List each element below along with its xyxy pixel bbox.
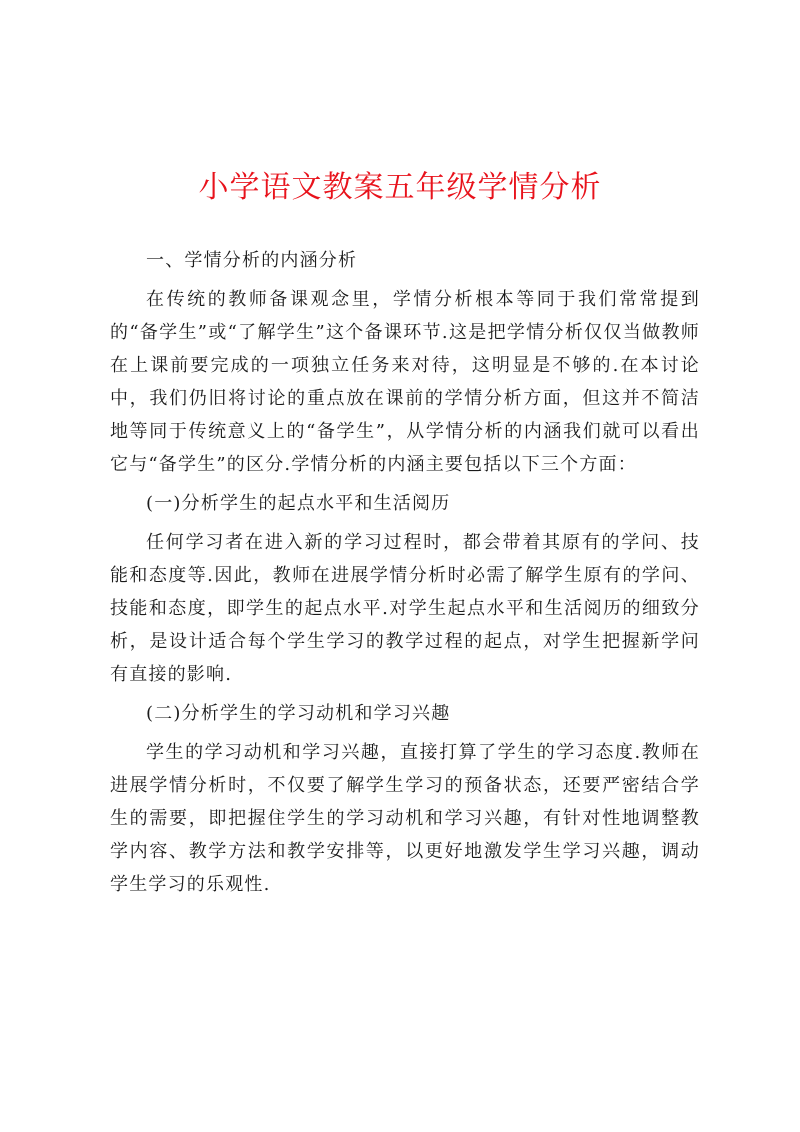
- subheading-1: (一)分析学生的起点水平和生活阅历: [146, 493, 451, 514]
- paragraph-intro: 在传统的教师备课观念里，学情分析根本等同于我们常常提到的“备学生”或“了解学生”这个备课环节.这是把学情分析仅仅当做教师在上课前要完成的一项独立任务来对待，这明显是不够的.在本讨论中，我们仍旧将讨论的重点放在课前的学情分析方面，但这并不简洁地等同于传统意义上的“备学生”，从学情分析的内涵我们就可以看出它与“备学生”的区分.学情分析的内涵主要包括以下三个方面：: [110, 289, 700, 475]
- subheading-2: (二)分析学生的学习动机和学习兴趣: [146, 703, 451, 724]
- paragraph-starting-level: 任何学习者在进入新的学习过程时，都会带着其原有的学问、技能和态度等.因此，教师在进展学情分析时必需了解学生原有的学问、技能和态度，即学生的起点水平.对学生起点水平和生活阅历的细致分析，是设计适合每个学生学习的教学过程的起点，对学生把握新学问有直接的影响.: [110, 532, 700, 685]
- paragraph-motivation: 学生的学习动机和学习兴趣，直接打算了学生的学习态度.教师在进展学情分析时，不仅要了解学生学习的预备状态，还要严密结合学生的需要，即把握住学生的学习动机和学习兴趣，有针对性地调整教学内容、教学方法和教学安排等，以更好地激发学生学习兴趣，调动学生学习的乐观性.: [110, 742, 700, 895]
- document-body: [110, 244, 700, 901]
- document-title: 小学语文教案五年级学情分析: [198, 170, 602, 205]
- section-heading-1: 一、学情分析的内涵分析: [146, 250, 358, 271]
